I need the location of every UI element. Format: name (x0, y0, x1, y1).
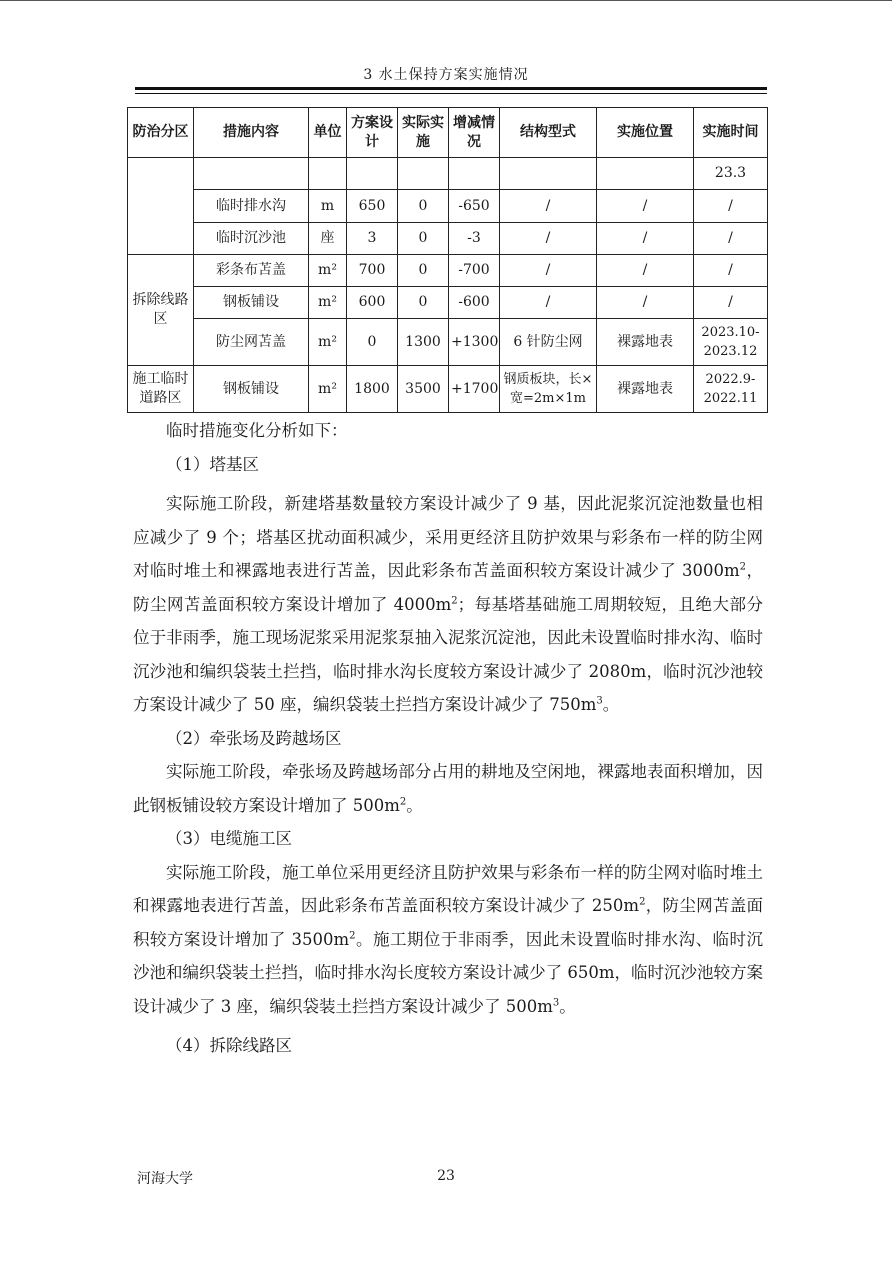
location-cell: / (597, 190, 694, 223)
section-2-paragraph (133, 755, 763, 822)
measures-table (127, 107, 768, 413)
s1-text-b: ，防尘网苫盖面积较方案设计增加了 4000m (133, 561, 763, 614)
col-header-design: 方案设计 (347, 108, 398, 158)
measure-cell: 临时沉沙池 (194, 223, 309, 255)
col-header-unit: 单位 (309, 108, 347, 158)
actual-cell: 0 (398, 255, 449, 287)
actual-cell: 1300 (398, 319, 449, 366)
s1-text-d: 。 (602, 695, 620, 714)
col-header-time: 实施时间 (694, 108, 768, 158)
running-header: 3 水土保持方案实施情况 (363, 67, 529, 83)
zone-cell-continued (128, 158, 194, 255)
unit-cell: m² (309, 366, 347, 413)
structure-cell: 钢质板块，长×宽=2m×1m (500, 366, 597, 413)
section-3-title: （3）电缆施工区 (166, 829, 292, 848)
unit-cell: m (309, 190, 347, 223)
col-header-actual: 实际实施 (398, 108, 449, 158)
unit-cell (309, 158, 347, 190)
header-rule-thick (135, 87, 767, 90)
s1-text-c: ；每基塔基础施工周期较短，且绝大部分位于非雨季，施工现场泥浆采用泥浆泵抽入泥浆沉淀池，因此未设置临时排水沟、临时沉沙池和编织袋装土拦挡，临时排水沟长度较方案设计减少了 2080m，临时沉沙池较方案设计减少了 50 座，编织袋装土拦挡方案设计减少了 750m (133, 594, 764, 714)
table-row (128, 190, 768, 223)
s2-text-b: 。 (406, 795, 423, 815)
s1-text-a: 实际施工阶段，新建塔基数量较方案设计减少了 9 基，因此泥浆沉淀池数量也相应减少了 9 个；塔基区扰动面积减少，采用更经济且防护效果与彩条布一样的防尘网对临时堆土和裸露地表进行苫盖，因此彩条布苫盖面积较方案设计减少了 3000m (133, 494, 763, 580)
structure-cell: / (500, 190, 597, 223)
s3-text-b: ，防尘网苫盖面积较方案设计增加了 3500m (133, 896, 764, 949)
structure-cell: / (500, 223, 597, 255)
actual-cell (398, 158, 449, 190)
s3-text-a: 实际施工阶段，施工单位采用更经济且防护效果与彩条布一样的防尘网对临时堆土和裸露地表进行苫盖，因此彩条布苫盖面积较方案设计减少了 250m (133, 862, 763, 915)
col-header-zone: 防治分区 (128, 108, 194, 158)
s3-text-c: 。施工期位于非雨季，因此未设置临时排水沟、临时沉沙池和编织袋装土拦挡，临时排水沟长度较方案设计减少了 650m，临时沉沙池较方案设计减少了 3 座，编织袋装土拦挡方案设计减少了 500m (133, 929, 764, 1016)
time-cell: / (694, 190, 768, 223)
actual-cell: 0 (398, 223, 449, 255)
page-top-border (0, 0, 892, 1)
section-1-paragraph (133, 487, 763, 722)
change-cell (449, 158, 500, 190)
location-cell: / (597, 223, 694, 255)
change-cell: -700 (449, 255, 500, 287)
design-cell: 700 (347, 255, 398, 287)
design-cell: 0 (347, 319, 398, 366)
measure-cell: 钢板铺设 (194, 287, 309, 319)
col-header-change: 增减情况 (449, 108, 500, 158)
section-1-title: （1）塔基区 (166, 454, 259, 474)
change-cell: -3 (449, 223, 500, 255)
table-row (128, 319, 768, 366)
footer-institution: 河海大学 (137, 1171, 193, 1187)
body-text (133, 414, 763, 1063)
design-cell: 3 (347, 223, 398, 255)
actual-cell: 3500 (398, 366, 449, 413)
s3-text-d: 。 (559, 996, 576, 1016)
sup-3: 3 (552, 997, 560, 1008)
col-header-measure: 措施内容 (194, 108, 309, 158)
table-row (128, 158, 768, 190)
header-rule-thin (135, 93, 767, 94)
sup-2: 2 (451, 595, 458, 606)
change-cell: +1300 (449, 319, 500, 366)
section-3-paragraph (133, 856, 763, 1024)
zone-cell: 拆除线路区 (128, 255, 194, 366)
unit-cell: 座 (309, 223, 347, 255)
sup-3: 3 (596, 695, 603, 707)
location-cell: / (597, 287, 694, 319)
table-header-row (128, 108, 768, 158)
unit-cell: m² (309, 287, 347, 319)
intro-line: 临时措施变化分析如下： (166, 421, 348, 440)
unit-cell: m² (309, 255, 347, 287)
structure-cell: / (500, 287, 597, 319)
zone-cell: 施工临时道路区 (128, 366, 194, 413)
measure-cell: 钢板铺设 (194, 366, 309, 413)
location-cell: / (597, 255, 694, 287)
change-cell: -650 (449, 190, 500, 223)
sup-2: 2 (739, 561, 747, 573)
structure-cell (500, 158, 597, 190)
design-cell: 600 (347, 287, 398, 319)
col-header-location: 实施位置 (597, 108, 694, 158)
measure-cell: 临时排水沟 (194, 190, 309, 223)
location-cell (597, 158, 694, 190)
structure-cell: 6 针防尘网 (500, 319, 597, 366)
unit-cell: m² (309, 319, 347, 366)
design-cell: 1800 (347, 366, 398, 413)
design-cell: 650 (347, 190, 398, 223)
measure-cell (194, 158, 309, 190)
page-number: 23 (437, 1168, 455, 1184)
time-cell: / (694, 255, 768, 287)
table-row (128, 255, 768, 287)
time-cell: / (694, 287, 768, 319)
time-cell: 2022.9-2022.11 (694, 366, 768, 413)
structure-cell: / (500, 255, 597, 287)
change-cell: -600 (449, 287, 500, 319)
s2-text-a: 实际施工阶段，牵张场及跨越场部分占用的耕地及空闲地，裸露地表面积增加，因此钢板铺设较方案设计增加了 500m (133, 762, 763, 815)
table-row (128, 287, 768, 319)
design-cell (347, 158, 398, 190)
section-4-title: （4）拆除线路区 (166, 1036, 292, 1055)
actual-cell: 0 (398, 287, 449, 319)
section-2-title: （2）牵张场及跨越场区 (166, 728, 342, 748)
measure-cell: 防尘网苫盖 (194, 319, 309, 366)
location-cell: 裸露地表 (597, 319, 694, 366)
table-row (128, 223, 768, 255)
sup-2: 2 (349, 930, 356, 941)
time-cell: 23.3 (694, 158, 768, 190)
table-row (128, 366, 768, 413)
location-cell: 裸露地表 (597, 366, 694, 413)
measure-cell: 彩条布苫盖 (194, 255, 309, 287)
sup-2: 2 (639, 896, 646, 908)
time-cell: 2023.10-2023.12 (694, 319, 768, 366)
change-cell: +1700 (449, 366, 500, 413)
sup-2: 2 (399, 796, 407, 807)
col-header-structure: 结构型式 (500, 108, 597, 158)
actual-cell: 0 (398, 190, 449, 223)
time-cell: / (694, 223, 768, 255)
